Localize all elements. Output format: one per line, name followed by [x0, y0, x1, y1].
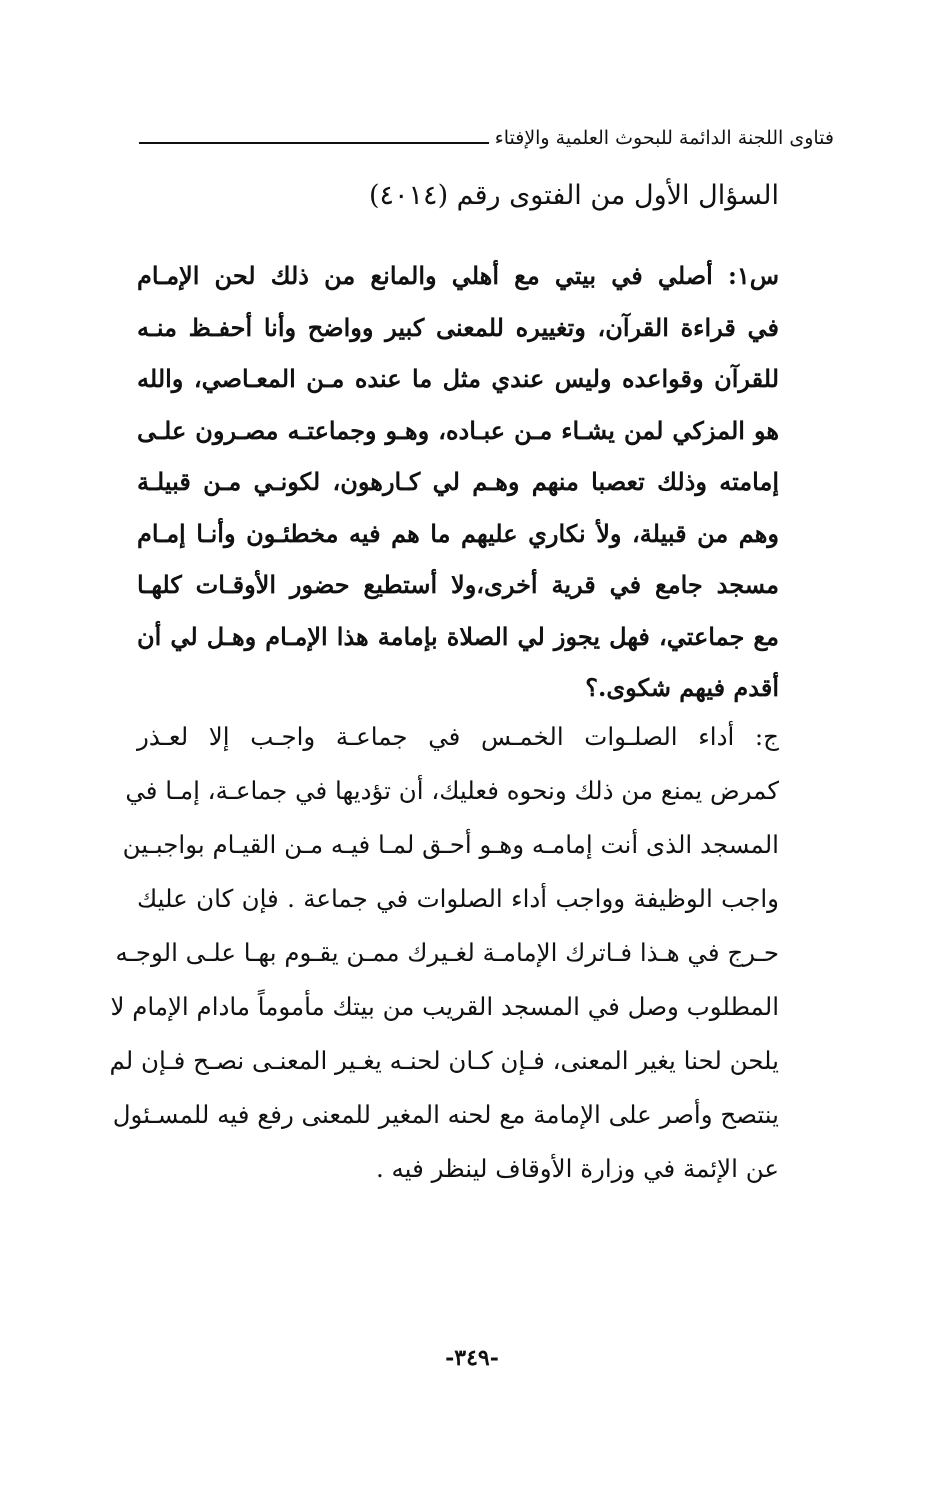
question-line: أقدم فيهم شكوى.؟ — [585, 673, 779, 702]
question-line: وهم من قبيلة، ولأ نكاري عليهم ما هم فيه مخطئـون وأنـا إمـام — [137, 518, 779, 548]
page-number: -٣٤٩- — [445, 1345, 499, 1371]
answer-line: ينتصح وأصر على الإمامة مع لحنه المغير للمعنى رفع فيه للمسـئول — [112, 1100, 779, 1129]
question-line: مسجد جامع في قرية أخرى،ولا أستطيع حضور الأوقـات كلهـا — [137, 570, 779, 599]
question-line: هو المزكي لمن يشـاء مـن عبـاده، وهـو وجماعتـه مصـرون علـى — [137, 415, 779, 445]
answer-line: المسجد الذى أنت إمامـه وهـو أحـق لمـا فيـه مـن القيـام بواجبـين — [122, 830, 779, 859]
question-paragraph — [137, 250, 779, 714]
answer-line: واجب الوظيفة وواجب أداء الصلوات في جماعة . فإن كان عليك — [137, 884, 779, 913]
answer-line: حـرج في هـذا فـاترك الإمامـة لغـيرك ممـن يقـوم بهـا علـى الوجـه — [115, 938, 779, 967]
running-header — [139, 110, 834, 150]
answer-line: عن الإئمة في وزارة الأوقاف لينظر فيه . — [375, 1154, 779, 1183]
answer-paragraph — [109, 710, 779, 1196]
answer-line: ج: أداء الصلـوات الخمـس في جماعـة واجـب إلا لعـذر — [137, 722, 779, 751]
question-line: س١: أصلي في بيتي مع أهلي والمانع من ذلك لحن الإمـام — [137, 261, 779, 290]
question-line: للقرآن وقواعده وليس عندي مثل ما عنده مـن المعـاصي، والله — [137, 364, 779, 393]
book-title: فتاوى اللجنة الدائمة للبحوث العلمية والإفتاء — [494, 127, 834, 149]
answer-line: يلحن لحنا يغير المعنى، فـإن كـان لحنـه يغـير المعنـى نصـح فـإن لم — [109, 1046, 779, 1075]
fatwa-heading: السؤال الأول من الفتوى رقم (٤٠١٤) — [369, 180, 779, 211]
header-rule — [139, 142, 489, 144]
answer-line: كمرض يمنع من ذلك ونحوه فعليك، أن تؤديها في جماعـة، إمـا في — [125, 776, 779, 805]
question-line: إمامته وذلك تعصبا منهم وهـم لي كـارهون، لكونـي مـن قبيلـة — [137, 467, 779, 496]
question-line: في قراءة القرآن، وتغييره للمعنى كبير وواضح وأنا أحفـظ منـه — [137, 312, 779, 342]
question-line: مع جماعتي، فهل يجوز لي الصلاة بإمامة هذا الإمـام وهـل لي أن — [137, 621, 779, 651]
answer-line: المطلوب وصل في المسجد القريب من بيتك مأموماً مادام الإمام لا — [110, 992, 779, 1021]
